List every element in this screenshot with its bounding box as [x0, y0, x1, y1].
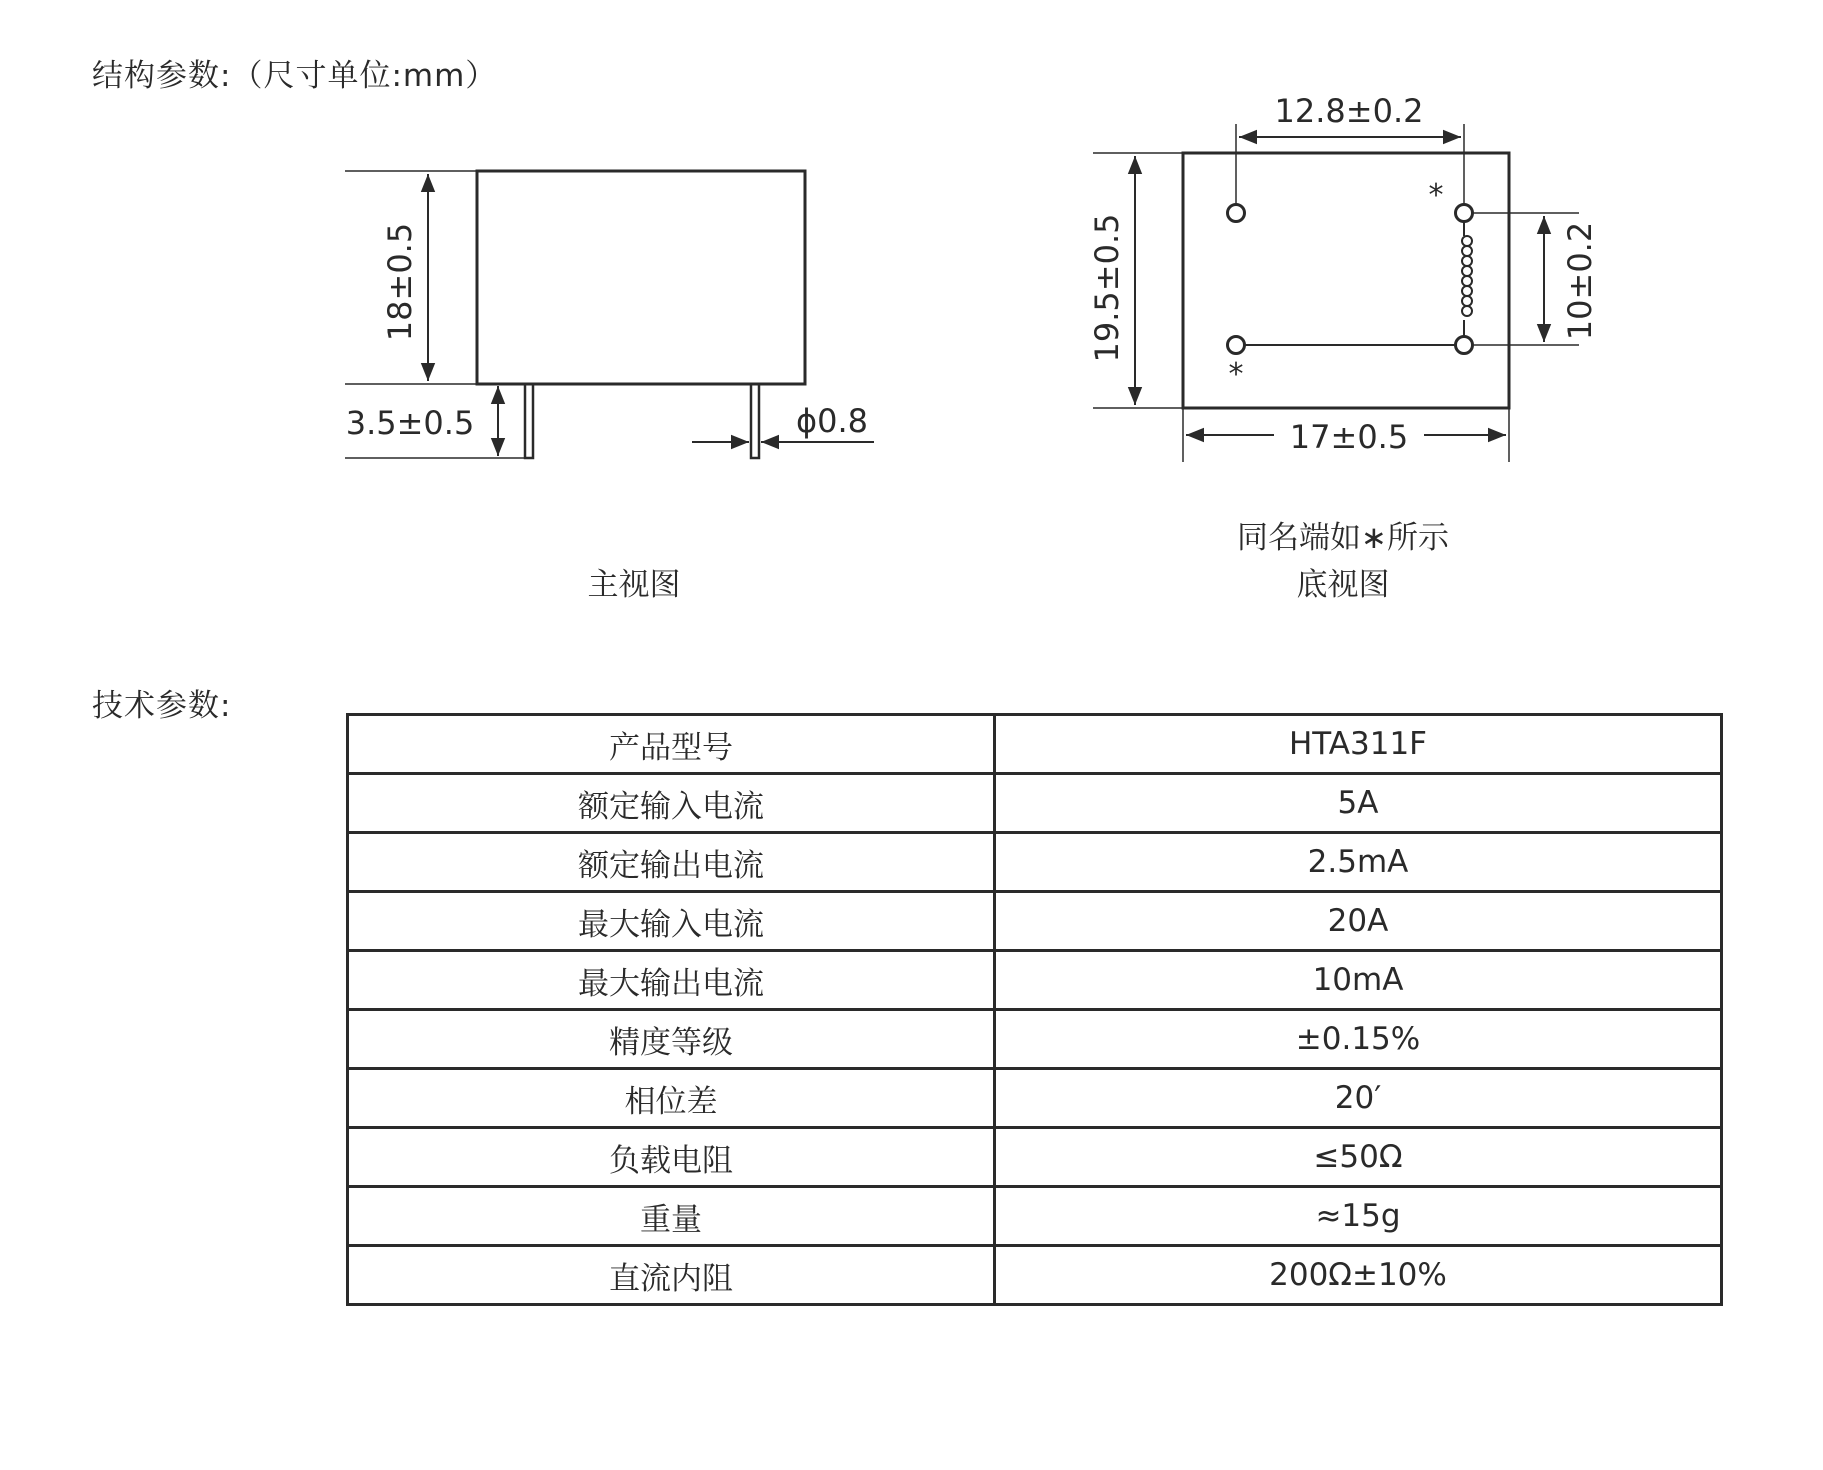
spec-value: HTA311F [995, 715, 1722, 774]
front-view-left-pin [525, 384, 533, 458]
table-row [348, 833, 1722, 892]
spec-label: 最大输出电流 [348, 951, 995, 1010]
spec-value: 2.5mA [995, 833, 1722, 892]
coil-winding [1462, 236, 1472, 316]
spec-value: ≈15g [995, 1187, 1722, 1246]
spec-value: 10mA [995, 951, 1722, 1010]
drawings [0, 0, 1823, 700]
bottom-pitch-dim-text: 10±0.2 [1561, 221, 1599, 341]
front-pin-dia-text: ϕ0.8 [796, 402, 868, 440]
dot-marker-top: * [1428, 178, 1444, 213]
spec-label: 最大输入电流 [348, 892, 995, 951]
bottom-view-caption: 底视图 [1296, 567, 1390, 603]
spec-value: 20′ [995, 1069, 1722, 1128]
table-row [348, 1128, 1722, 1187]
front-view-caption: 主视图 [587, 567, 681, 603]
polarity-note: 同名端如∗所示 [1237, 520, 1449, 556]
table-row [348, 1246, 1722, 1305]
spec-label: 产品型号 [348, 715, 995, 774]
tech-params-heading: 技术参数: [92, 688, 232, 724]
spec-value: 20A [995, 892, 1722, 951]
pin-top-left [1228, 205, 1245, 222]
pin-top-right [1456, 205, 1473, 222]
spec-label: 重量 [348, 1187, 995, 1246]
front-view-right-pin [751, 384, 759, 458]
pin-bottom-left [1228, 337, 1245, 354]
spec-label: 负载电阻 [348, 1128, 995, 1187]
spec-label: 额定输入电流 [348, 774, 995, 833]
spec-table [346, 713, 1723, 1306]
front-view-body [477, 171, 805, 384]
spec-label: 相位差 [348, 1069, 995, 1128]
pin-bottom-right [1456, 337, 1473, 354]
table-row [348, 715, 1722, 774]
dot-marker-bottom: * [1228, 357, 1244, 392]
bottom-height-dim-text: 19.5±0.5 [1088, 213, 1126, 363]
front-height-dim-text: 18±0.5 [381, 222, 419, 342]
spec-value: ≤50Ω [995, 1128, 1722, 1187]
bottom-top-dim-text: 12.8±0.2 [1274, 92, 1424, 130]
table-row [348, 892, 1722, 951]
table-row [348, 1187, 1722, 1246]
bottom-view-drawing [1093, 124, 1579, 462]
table-row [348, 1010, 1722, 1069]
bottom-width-dim-text: 17±0.5 [1289, 418, 1409, 456]
spec-label: 直流内阻 [348, 1246, 995, 1305]
spec-value: 200Ω±10% [995, 1246, 1722, 1305]
spec-value: 5A [995, 774, 1722, 833]
spec-value: ±0.15% [995, 1010, 1722, 1069]
structure-params-heading: 结构参数:（尺寸单位:mm） [92, 58, 498, 94]
front-pin-dim-text: 3.5±0.5 [345, 404, 475, 442]
table-row [348, 951, 1722, 1010]
spec-label: 额定输出电流 [348, 833, 995, 892]
table-row [348, 1069, 1722, 1128]
spec-label: 精度等级 [348, 1010, 995, 1069]
table-row [348, 774, 1722, 833]
